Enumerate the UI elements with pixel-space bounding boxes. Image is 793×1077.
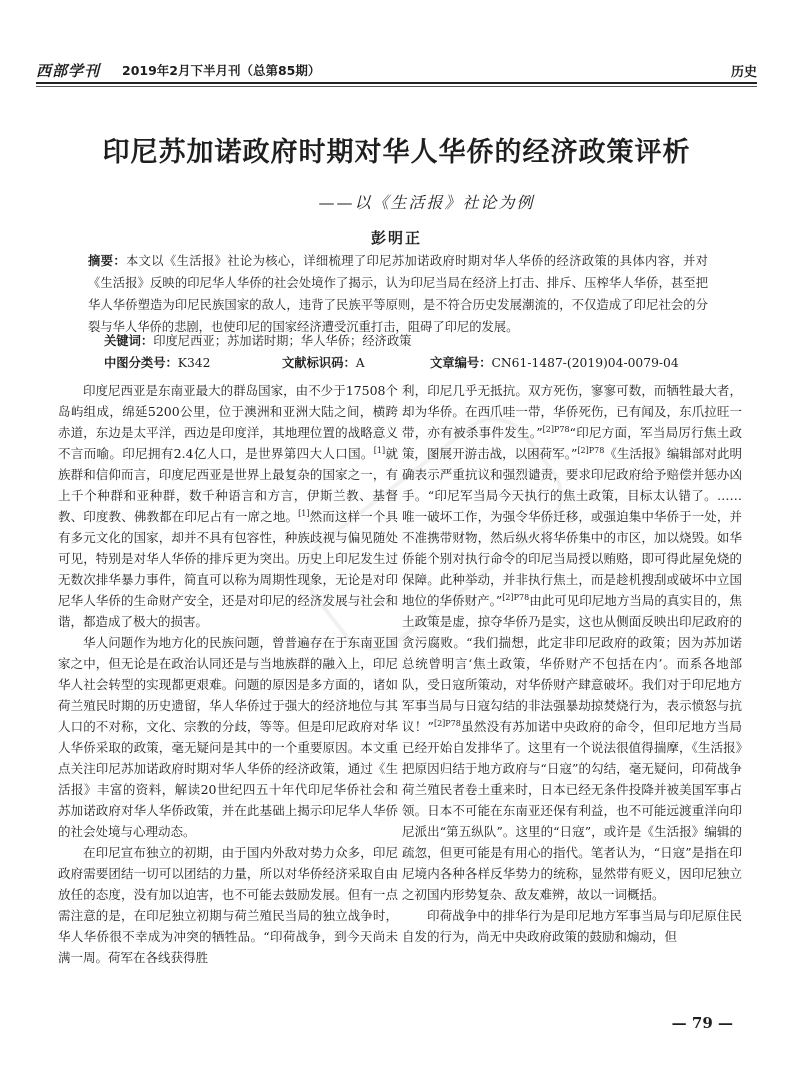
abstract: [88, 250, 708, 338]
citation-marker: [2]P78: [502, 592, 530, 602]
article-subtitle: ——以《生活报》社论为例: [318, 193, 535, 212]
keywords: [104, 331, 724, 349]
abstract-label: 摘要：: [88, 253, 126, 268]
body-column-left: [58, 380, 398, 968]
author-name: 彭明正: [370, 229, 422, 247]
paragraph: 印度尼西亚是东南亚最大的群岛国家，由不少于17508个岛屿组成，绵延5200公里，位于澳洲和亚洲大陆之间，横跨赤道，东边是太平洋，西边是印度洋，其地理位置的战略意义不言而喻。印尼拥有2.4亿人口，是世界第四大人口国。[1]就族群和信仰而言，印度尼西亚是世界上最复杂的国家之一，有上千个种群和亚种群，数千种语言和方言，伊斯兰教、基督教、印度教、佛教都在印尼占有一席之地。[1]然而这样一个具有多元文化的国家，却并不具有包容性，种族歧视与偏见随处可见，特别是对华人华侨的排斥更为突出。历史上印尼发生过无数次排华暴力事件，简直可以称为周期性现象，无论是对印尼华人华侨的生命财产安全，还是对印尼的经济发展与社会和谐，都造成了极大的损害。: [58, 383, 398, 629]
section-label: 历史: [730, 65, 757, 80]
article-number-label: 文章编号：: [430, 355, 492, 370]
header-rule-thin: [36, 86, 757, 87]
clc-value: K342: [177, 356, 211, 370]
running-header: [36, 54, 757, 84]
keywords-label: 关键词：: [104, 333, 154, 348]
paragraph: 在印尼宣布独立的初期，由于国内外敌对势力众多，印尼政府需要团结一切可以团结的力量，所以对华侨经济采取自由放任的态度，没有加以迫害，也不可能去鼓励发展。但有一点需注意的是，在印尼独立初期与荷兰殖民当局的独立战争时，华人华侨很不幸成为冲突的牺牲品。“印荷战争，到今天尚未满一周。荷军在各线获得胜: [58, 845, 398, 965]
clc-label: 中图分类号：: [104, 355, 178, 370]
keywords-text: 印度尼西亚；苏加诺时期；华人华侨；经济政策: [153, 334, 412, 348]
article-title: 印尼苏加诺政府时期对华人华侨的经济政策评析: [102, 137, 691, 168]
citation-marker: [2]P78: [577, 445, 605, 455]
paragraph: 印荷战争中的排华行为是印尼地方军事当局与印尼原住民自发的行为，尚无中央政府政策的鼓励和煽动，但: [402, 908, 742, 944]
citation-marker: [2]P78: [542, 424, 570, 434]
header-rule: [36, 82, 757, 84]
body-column-right: [402, 380, 742, 947]
citation-marker: [1]: [373, 445, 386, 455]
citation-marker: [2]P78: [433, 718, 461, 728]
citation-marker: [1]: [298, 508, 310, 518]
doc-code-label: 文献标识码：: [282, 355, 356, 370]
paragraph: 华人问题作为地方化的民族问题，曾普遍存在于东南亚国家之中，但无论是在政治认同还是与当地族群的融入上，印尼华人社会转型的实现都更艰难。问题的原因是多方面的，诸如荷兰殖民时期的历史遗留，华人华侨过于强大的经济地位与其人口的不对称，文化、宗教的分歧，等等。但是印尼政府对华人华侨采取的政策，毫无疑问是其中的一个重要原因。本文重点关注印尼苏加诺政府时期对华人华侨的经济政策，通过《生活报》丰富的资料，解读20世纪四五十年代印尼华侨社会和苏加诺政府对华人华侨政策，并在此基础上揭示印尼华人华侨的社会处境与心理动态。: [58, 635, 398, 839]
abstract-text: 本文以《生活报》社论为核心，详细梳理了印尼苏加诺政府时期对华人华侨的经济政策的具体内容，并对《生活报》反映的印尼华人华侨的社会处境作了揭示，认为印尼当局在经济上打击、排斥、压榨华人华侨，甚至把华人华侨塑造为印尼民族国家的敌人，违背了民族平等原则，是不符合历史发展潮流的，不仅造成了印尼社会的分裂与华人华侨的悲剧，也使印尼的国家经济遭受沉重打击，阻碍了印尼的发展。: [88, 254, 708, 334]
doc-code-value: A: [355, 356, 365, 370]
journal-logo: 西部学刊: [36, 62, 101, 80]
page-number: — 79 —: [671, 1014, 733, 1032]
issue-info: 2019年2月下半月刊（总第85期）: [122, 63, 321, 78]
paragraph: 利，印尼几乎无抵抗。双方死伤，寥寥可数，而牺牲最大者，却为华侨。在西爪哇一带，华侨死伤，已有闻及，东爪拉旺一带，亦有被杀事件发生。”$^{[2]P78}$“印尼方面，军当局厉行焦土政策，图展开游击战，以困荷军。”$^{[2]P78}$《生活报》编辑部对此明确表示严重抗议和强烈谴责，要求印尼政府给予赔偿并惩办凶手。“印尼军当局今天执行的焦土政策，目标太认错了。……唯一破坏工作，为强令华侨迁移，或强迫集中华侨于一处，并不准携带财物，然后纵火将华侨集中的市区，加以烧毁。如华侨能个别对执行命令的印尼当局授以贿赂，即可得此屋免烧的保障。此种举动，并非执行焦土，而是趁机搜刮或破坏中立国地位的华侨财产。”$^{[2]P78}$由此可见印尼地方当局的真实目的，焦土政策是虚，掠夺华侨乃是实，这也从侧面反映出印尼政府的贪污腐败。“我们揣想，此定非印尼政府的政策；因为苏加诺总统曾明言‘焦土政策，华侨财产不包括在内’。而系各地部队，受日寇所策动，对华侨财产肆意破坏。我们对于印尼地方军事当局与日寇勾结的非法强暴劫掠焚烧行为，表示愤怒与抗议！”$^{[2]P78}$虽然没有苏加诺中央政府的命令，但印尼地方当局已经开始自发排华了。这里有一个说法很值得揣摩，《生活报》把原因归结于地方政府与“日寇”的勾结，毫无疑问，印荷战争荷兰殖民者卷土重来时，日本已经无条件投降并被美国军事占领。日本不可能在东南亚还保有利益，也不可能远渡重洋向印尼派出“第五纵队”。这里的“日寇”，或许是《生活报》编辑的疏忽，但更可能是有用心的指代。笔者认为，“日寇”是指在印尼境内各种各样反华势力的统称，显然带有贬义，因印尼独立之初国内形势复杂、敌友难辨，故以一词概括。: [402, 383, 742, 902]
article-number-value: CN61-1487-(2019)04-0079-04: [491, 356, 679, 370]
